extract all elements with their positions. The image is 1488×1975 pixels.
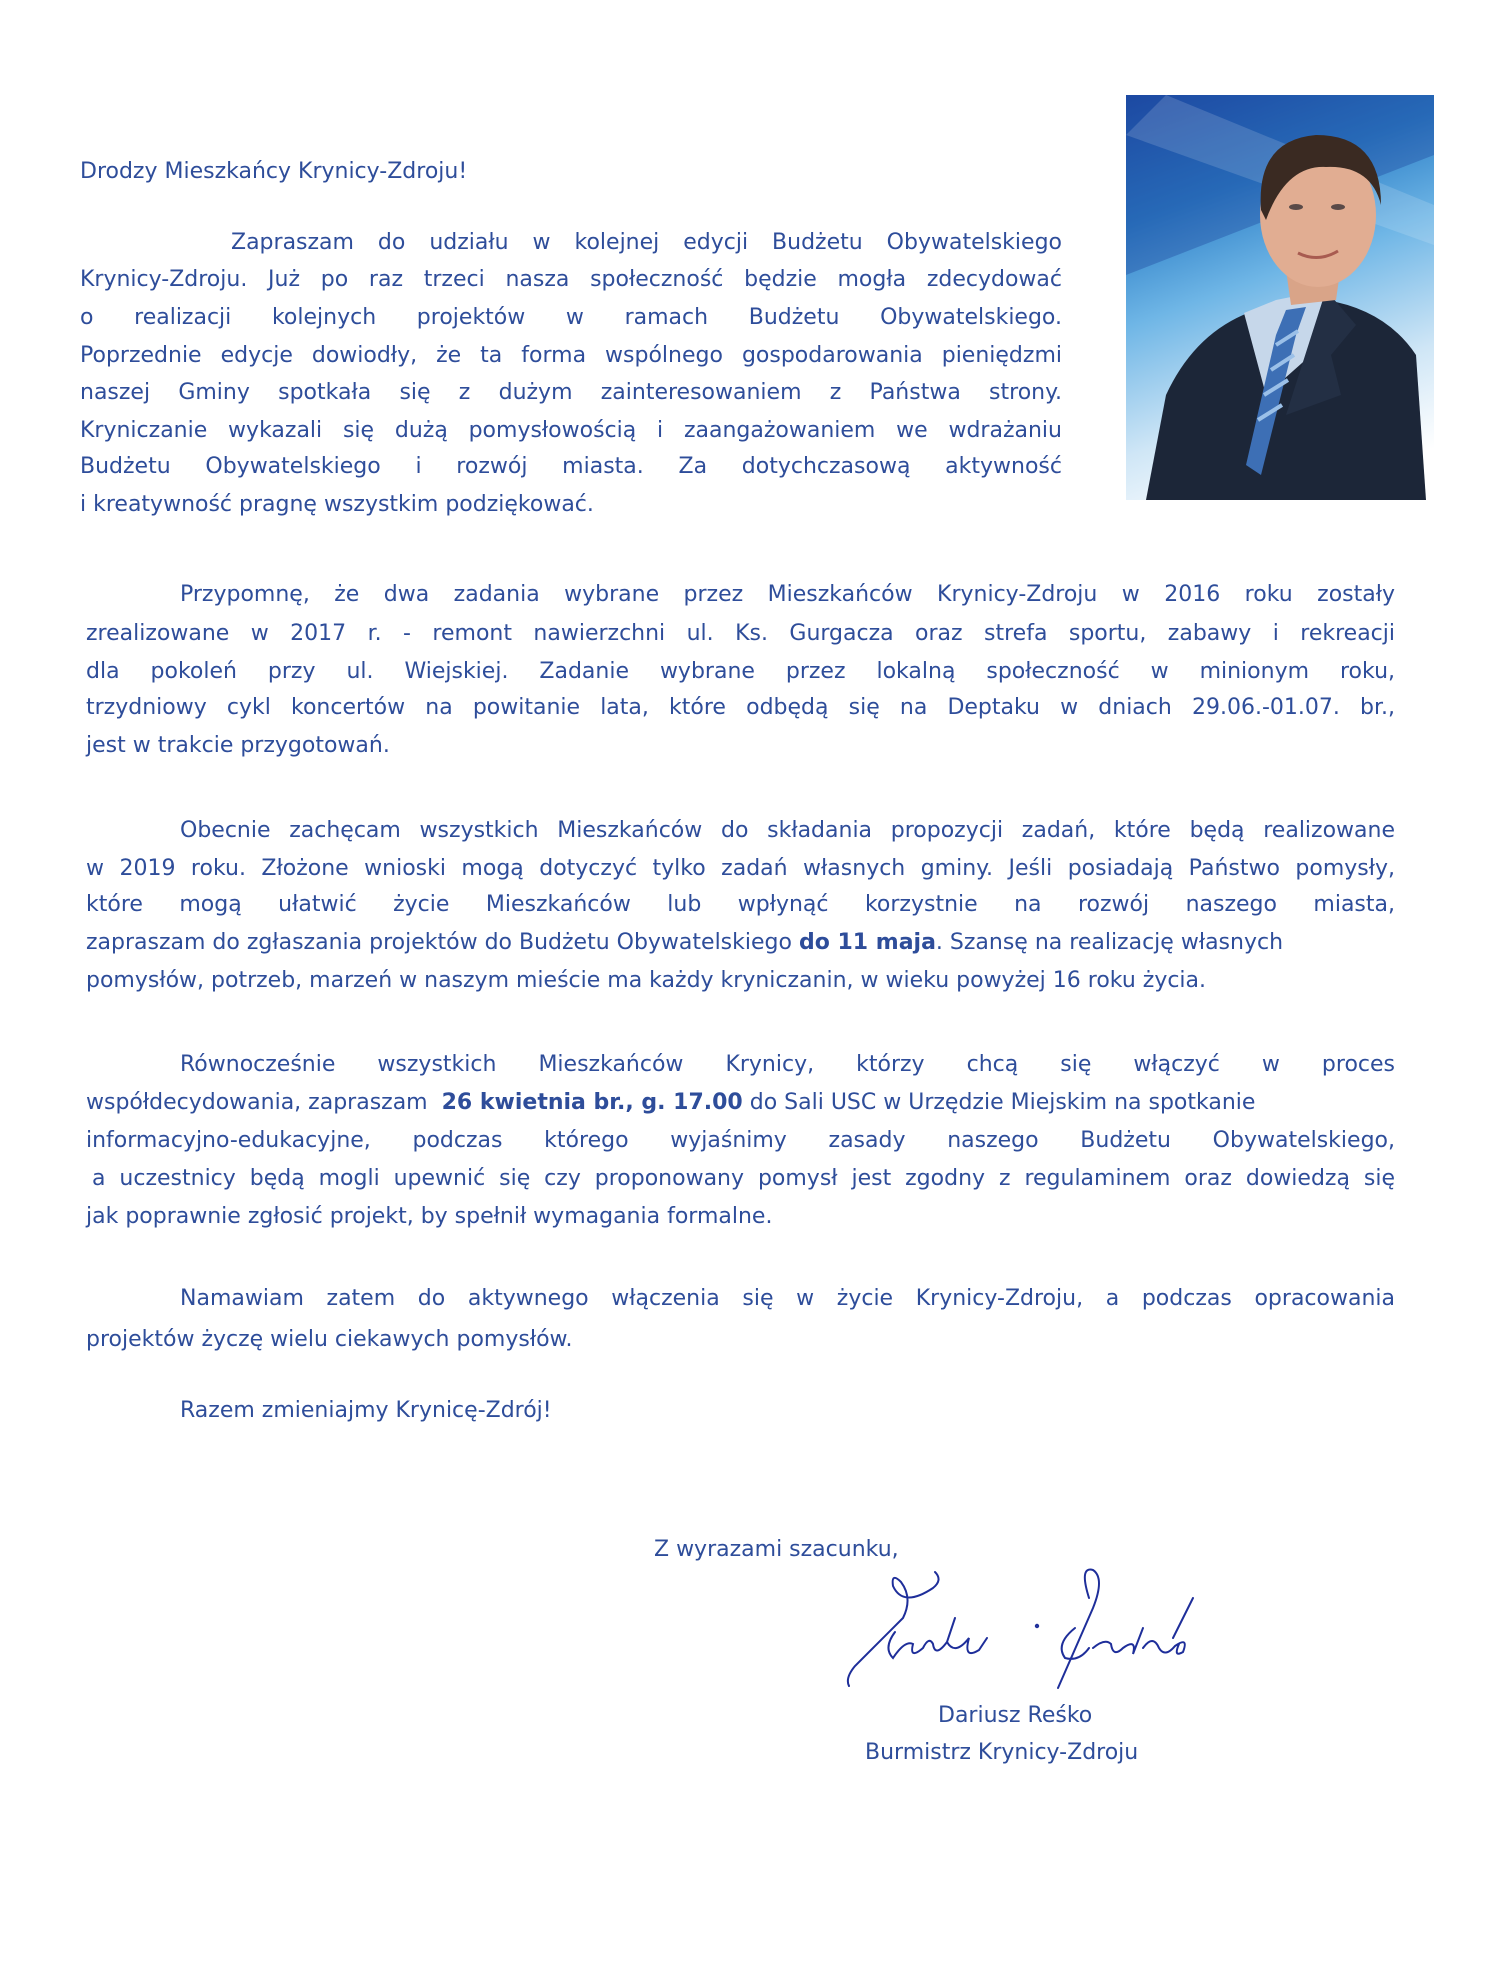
paragraph-line: Przypomnę, że dwa zadania wybrane przez Mieszkańców Krynicy-Zdroju w 2016 roku zostały: [180, 582, 1395, 607]
paragraph-line: Równocześnie wszystkich Mieszkańców Krynicy, którzy chcą się włączyć w proces: [180, 1052, 1395, 1077]
greeting: Drodzy Mieszkańcy Krynicy-Zdroju!: [80, 159, 468, 184]
paragraph-line: Obecnie zachęcam wszystkich Mieszkańców do składania propozycji zadań, które będą realizowane: [180, 818, 1395, 843]
paragraph-line: i kreatywność pragnę wszystkim podziękować.: [80, 492, 594, 517]
paragraph-line: a uczestnicy będą mogli upewnić się czy proponowany pomysł jest zgodny z regulaminem oraz dowiedzą się: [92, 1166, 1395, 1191]
slogan: Razem zmieniajmy Krynicę-Zdrój!: [180, 1398, 552, 1423]
portrait-icon: [1126, 95, 1434, 500]
paragraph-line: o realizacji kolejnych projektów w ramach Budżetu Obywatelskiego.: [80, 305, 1062, 330]
paragraph-line: dla pokoleń przy ul. Wiejskiej. Zadanie wybrane przez lokalną społeczność w minionym roku,: [86, 659, 1395, 684]
paragraph-line: naszej Gminy spotkała się z dużym zainteresowaniem z Państwa strony.: [80, 380, 1062, 405]
deadline-highlight: do 11 maja: [798, 930, 936, 955]
text-segment: do Sali USC w Urzędzie Miejskim na spotkanie: [749, 1090, 1256, 1115]
text-segment: współdecydowania, zapraszam: [86, 1090, 428, 1115]
text-segment: . Szansę na realizację własnych: [935, 930, 1284, 955]
portrait-photo: [1126, 95, 1434, 500]
signer-name: Dariusz Reśko: [938, 1703, 1093, 1728]
paragraph-line: które mogą ułatwić życie Mieszkańców lub wpłynąć korzystnie na rozwój naszego miasta,: [86, 892, 1395, 917]
paragraph-line: Budżetu Obywatelskiego i rozwój miasta. Za dotychczasową aktywność: [80, 454, 1062, 479]
paragraph-line: Zapraszam do udziału w kolejnej edycji Budżetu Obywatelskiego: [231, 230, 1062, 255]
paragraph-line: trzydniowy cykl koncertów na powitanie lata, które odbędą się na Deptaku w dniach 29.06.-01.07. br.,: [86, 695, 1395, 720]
paragraph-line: jest w trakcie przygotowań.: [86, 733, 390, 758]
signer-title: Burmistrz Krynicy-Zdroju: [865, 1740, 1139, 1765]
paragraph-line: projektów życzę wielu ciekawych pomysłów.: [86, 1327, 573, 1352]
paragraph-line-mixed: [86, 1089, 1255, 1117]
paragraph-line: Kryniczanie wykazali się dużą pomysłowością i zaangażowaniem we wdrażaniu: [80, 418, 1062, 443]
paragraph-line: jak poprawnie zgłosić projekt, by spełnił wymagania formalne.: [86, 1204, 773, 1229]
paragraph-line: Krynicy-Zdroju. Już po raz trzeci nasza społeczność będzie mogła zdecydować: [80, 267, 1062, 292]
paragraph-line: zrealizowane w 2017 r. - remont nawierzchni ul. Ks. Gurgacza oraz strefa sportu, zabawy i rekreacji: [86, 621, 1395, 646]
paragraph-line-mixed: [86, 929, 1395, 957]
text-segment: zapraszam do zgłaszania projektów do Budżetu Obywatelskiego: [86, 930, 792, 955]
meeting-date-highlight: 26 kwietnia br., g. 17.00: [441, 1090, 743, 1115]
paragraph-line: pomysłów, potrzeb, marzeń w naszym mieście ma każdy kryniczanin, w wieku powyżej 16 roku życia.: [86, 968, 1207, 993]
paragraph-line: w 2019 roku. Złożone wnioski mogą dotyczyć tylko zadań własnych gminy. Jeśli posiadają Państwo pomysły,: [86, 856, 1395, 881]
paragraph-line: Poprzednie edycje dowiodły, że ta forma wspólnego gospodarowania pieniędzmi: [80, 343, 1062, 368]
signature-icon: [843, 1568, 1203, 1692]
closing-phrase: Z wyrazami szacunku,: [654, 1537, 899, 1562]
paragraph-line: Namawiam zatem do aktywnego włączenia się w życie Krynicy-Zdroju, a podczas opracowania: [180, 1286, 1395, 1311]
paragraph-line: informacyjno-edukacyjne, podczas którego wyjaśnimy zasady naszego Budżetu Obywatelskiego,: [86, 1128, 1395, 1153]
